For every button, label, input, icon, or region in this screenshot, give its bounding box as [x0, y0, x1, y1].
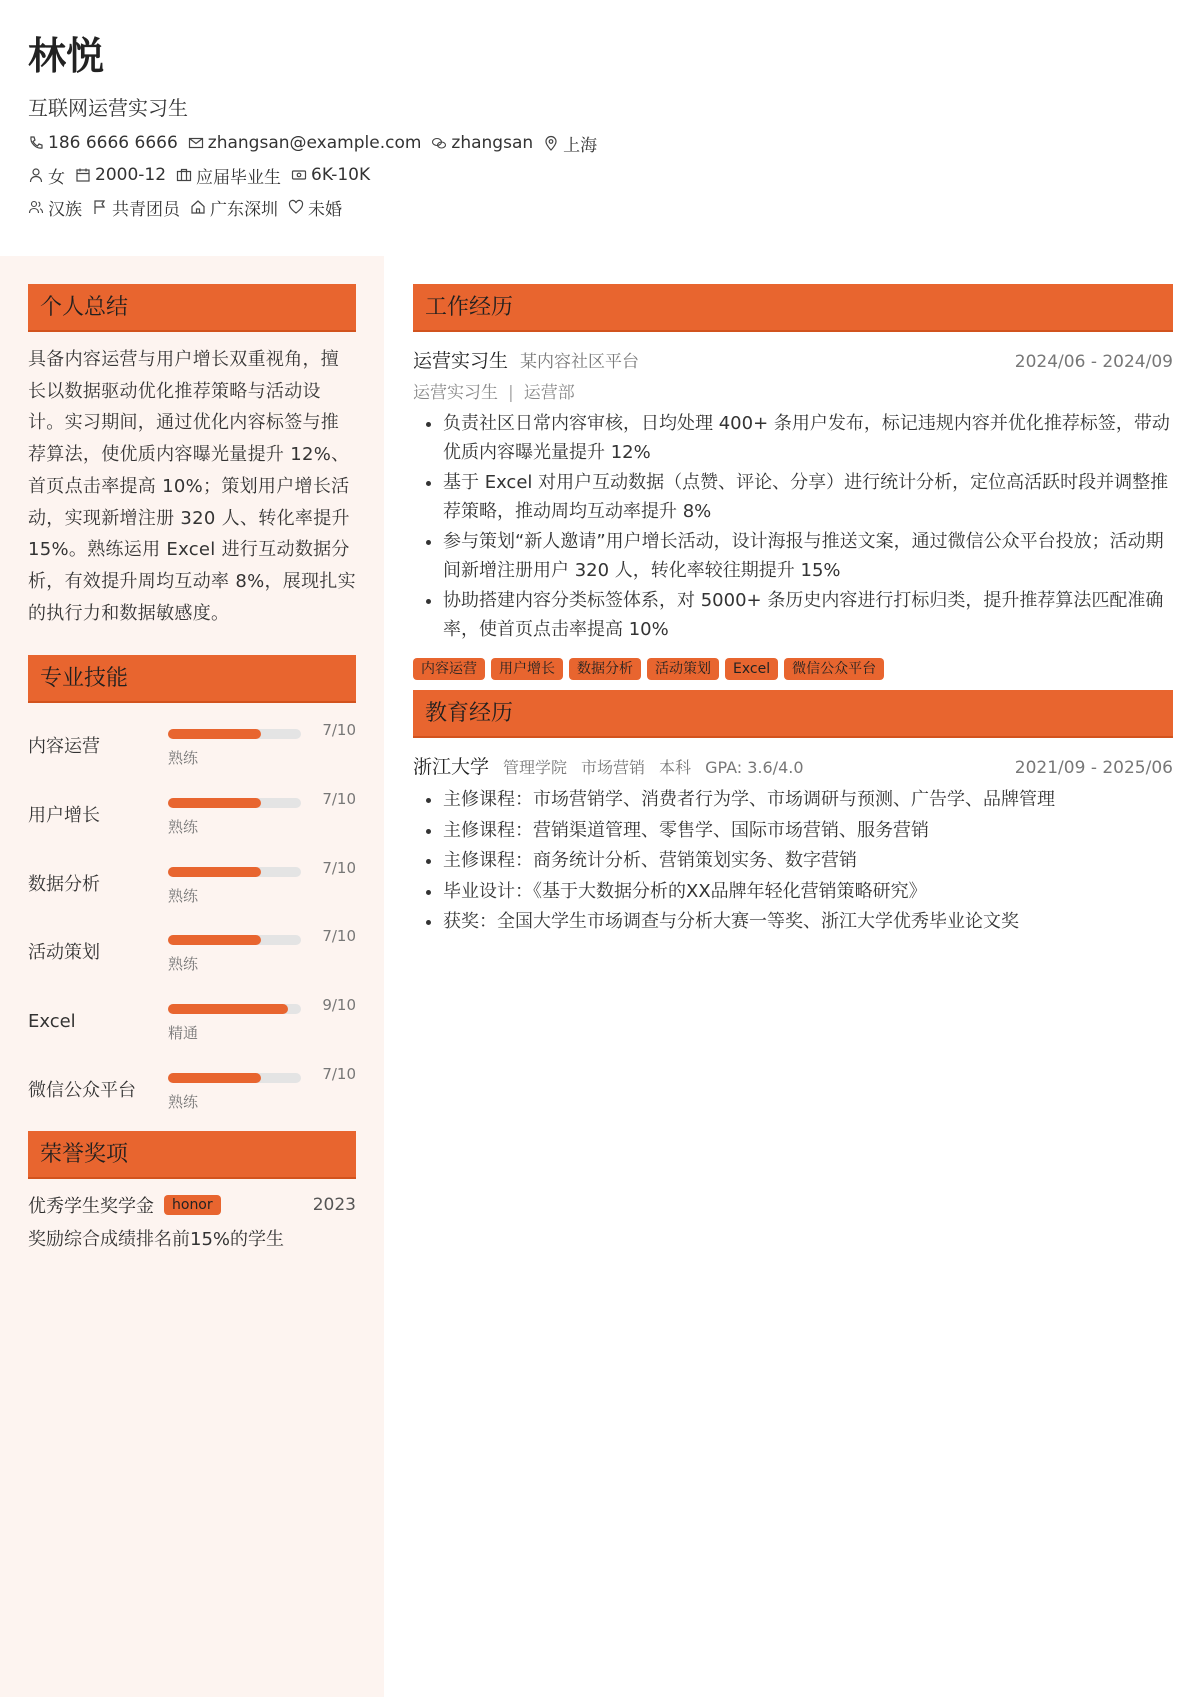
job-header: [413, 346, 1173, 372]
tag: 微信公众平台: [784, 658, 884, 680]
list-item: • 参与策划“新人邀请”用户增长活动，设计海报与推送文案，通过微信公众平台投放；活动期间新增注册用户 320 人，转化率较往期提升 15%: [443, 528, 1173, 585]
list-item: • 获奖：全国大学生市场调查与分析大赛一等奖、浙江大学优秀毕业论文奖: [443, 908, 1173, 937]
honor-description: 奖励综合成绩排名前15%的学生: [28, 1229, 285, 1251]
skill-name: 用户增长: [28, 805, 100, 827]
tag: Excel: [725, 658, 778, 680]
skill-bar: [168, 798, 301, 808]
list-item: • 主修课程：市场营销学、消费者行为学、市场调研与预测、广告学、品牌管理: [443, 786, 1173, 815]
skill-score: 7/10: [322, 1064, 356, 1083]
job-subline: [413, 378, 1173, 402]
candidate-name: 林悦: [28, 34, 105, 78]
skill-name: 活动策划: [28, 942, 100, 964]
skill-bar-fill: [168, 798, 261, 808]
summary-text: 具备内容运营与用户增长双重视角，擅长以数据驱动优化推荐策略与活动设计。实习期间，通过优化内容标签与推荐算法，使优质内容曝光量提升 12%、首页点击率提高 10%；策划用户增长活动，实现新增注册 320 人、转化率提升 15%。熟练运用 Excel 进行互动数据分析，有效提升周均互动率 8%，展现扎实的执行力和数据敏感度。: [28, 349, 356, 624]
college: 管理学院: [503, 758, 568, 777]
honor-year: 2023: [312, 1195, 356, 1216]
skill-bar: [168, 1073, 301, 1083]
skill-bar-fill: [168, 935, 261, 945]
skill-item: [28, 855, 356, 924]
skill-name: Excel: [28, 1011, 76, 1033]
contact-row: [28, 130, 1168, 156]
tag: 内容运营: [413, 658, 485, 680]
skill-name: 微信公众平台: [28, 1079, 136, 1101]
skill-level: 熟练: [168, 749, 199, 768]
list-item: • 主修课程：商务统计分析、营销策划实务、数字营销: [443, 847, 1173, 876]
major: 市场营销: [581, 758, 646, 777]
job-date: 2024/06 - 2024/09: [1014, 352, 1173, 372]
skill-bar-fill: [168, 729, 261, 739]
ethnicity-item: 汉族: [28, 195, 82, 220]
skill-item: [28, 717, 356, 786]
skill-bar: [168, 729, 301, 739]
skill-level: 熟练: [168, 1092, 199, 1111]
job-department: 运营部: [523, 383, 575, 403]
skill-score: 7/10: [322, 858, 356, 877]
skill-bar-fill: [168, 1073, 261, 1083]
wechat-icon: [431, 135, 447, 151]
briefcase-icon: [176, 167, 192, 183]
tag: 用户增长: [491, 658, 563, 680]
school-name: 浙江大学: [413, 756, 490, 778]
skill-bar: [168, 1004, 301, 1014]
honor-badge: honor: [164, 1195, 221, 1215]
salary-item: 6K-10K: [291, 165, 370, 185]
home-icon: [190, 199, 206, 215]
job-role: 运营实习生: [413, 383, 498, 403]
contact-info: [28, 130, 1168, 220]
left-column: [28, 284, 356, 1251]
calendar-icon: [75, 167, 91, 183]
email-item: zhangsan@example.com: [188, 133, 422, 153]
summary-heading: 个人总结: [28, 284, 356, 332]
education-heading: 教育经历: [413, 690, 1173, 738]
birth-item: 2000-12: [75, 165, 166, 185]
skills-list: [28, 717, 356, 1129]
salary-icon: [291, 167, 307, 183]
person-icon: [28, 167, 44, 183]
list-item: • 主修课程：营销渠道管理、零售学、国际市场营销、服务营销: [443, 817, 1173, 846]
education-header: [413, 752, 1173, 778]
gpa: GPA: 3.6/4.0: [705, 758, 804, 777]
skill-bar-fill: [168, 1004, 288, 1014]
work-heading: 工作经历: [413, 284, 1173, 332]
personal-row: [28, 162, 1168, 188]
skill-score: 9/10: [322, 996, 356, 1015]
honors-heading: 荣誉奖项: [28, 1131, 356, 1179]
mail-icon: [188, 135, 204, 151]
people-icon: [28, 199, 44, 215]
skill-score: 7/10: [322, 790, 356, 809]
marital-item: 未婚: [288, 195, 342, 220]
gender-item: 女: [28, 163, 65, 188]
location-item: 上海: [543, 131, 597, 156]
resume-header: [28, 30, 1168, 220]
location-icon: [543, 135, 559, 151]
separator: |: [508, 383, 514, 403]
political-item: 共青团员: [92, 195, 180, 220]
skill-item: [28, 923, 356, 992]
flag-icon: [92, 199, 108, 215]
background-row: [28, 194, 1168, 220]
status-item: 应届毕业生: [176, 163, 281, 188]
skills-heading: 专业技能: [28, 655, 356, 703]
hometown-item: 广东深圳: [190, 195, 278, 220]
phone-item: 186 6666 6666: [28, 133, 178, 153]
honor-item: [28, 1191, 356, 1219]
skill-level: 熟练: [168, 955, 199, 974]
skill-item: [28, 786, 356, 855]
job-title: 运营实习生: [413, 350, 509, 372]
skill-name: 内容运营: [28, 736, 100, 758]
heart-icon: [288, 199, 304, 215]
honor-name: 优秀学生奖学金: [28, 1196, 154, 1218]
skill-item: [28, 1061, 356, 1130]
tag: 活动策划: [647, 658, 719, 680]
list-item: • 毕业设计：《基于大数据分析的XX品牌年轻化营销策略研究》: [443, 878, 1173, 907]
job-bullets: [413, 410, 1173, 644]
skill-bar: [168, 867, 301, 877]
skill-name: 数据分析: [28, 873, 100, 895]
skill-level: 熟练: [168, 818, 199, 837]
skill-score: 7/10: [322, 721, 356, 740]
list-item: • 基于 Excel 对用户互动数据（点赞、评论、分享）进行统计分析，定位高活跃时段并调整推荐策略，推动周均互动率提升 8%: [443, 469, 1173, 526]
list-item: • 负责社区日常内容审核，日均处理 400+ 条用户发布，标记违规内容并优化推荐标签，带动优质内容曝光量提升 12%: [443, 410, 1173, 467]
job-target: 互联网运营实习生: [28, 96, 188, 120]
skill-bar-fill: [168, 867, 261, 877]
skill-score: 7/10: [322, 927, 356, 946]
education-bullets: [413, 786, 1173, 937]
degree: 本科: [659, 758, 692, 777]
education-date: 2021/09 - 2025/06: [1014, 758, 1173, 778]
skill-level: 熟练: [168, 886, 199, 905]
wechat-item: zhangsan: [431, 133, 533, 153]
skill-item: [28, 992, 356, 1061]
skill-bar: [168, 935, 301, 945]
phone-icon: [28, 135, 44, 151]
skill-level: 精通: [168, 1024, 199, 1043]
job-company: 某内容社区平台: [520, 352, 640, 372]
list-item: • 协助搭建内容分类标签体系，对 5000+ 条历史内容进行打标归类，提升推荐算法匹配准确率，使首页点击率提高 10%: [443, 587, 1173, 644]
tag: 数据分析: [569, 658, 641, 680]
right-column: [413, 284, 1173, 939]
job-tags: [413, 658, 1173, 680]
